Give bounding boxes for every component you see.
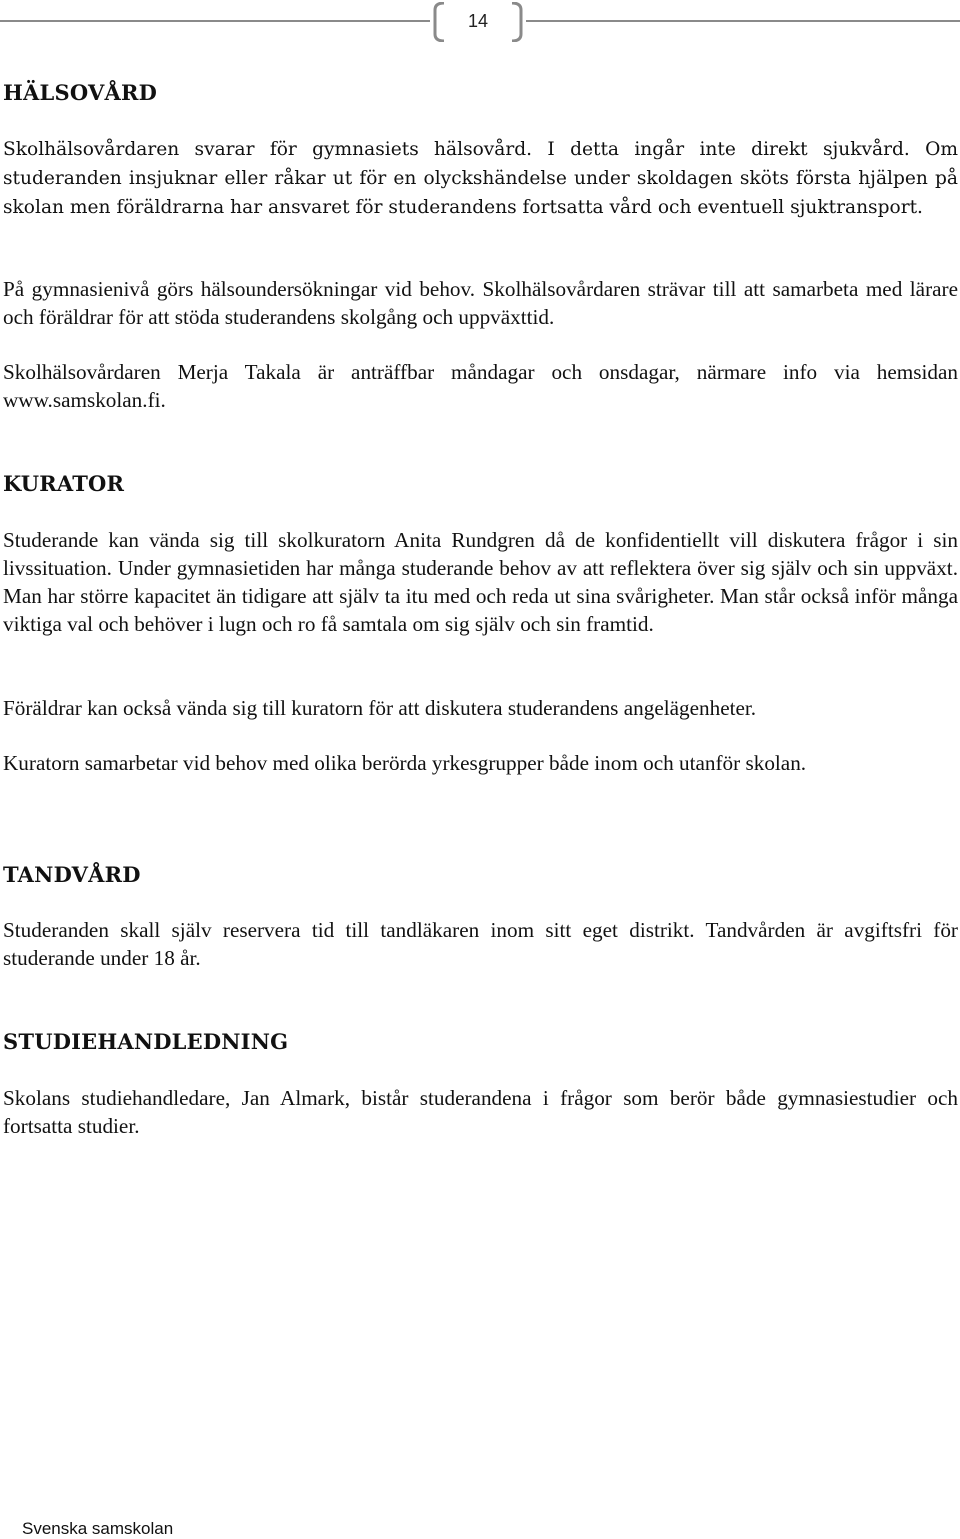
heading-halsovard: HÄLSOVÅRD <box>3 80 158 105</box>
page-footer: Svenska samskolan <box>22 1519 174 1538</box>
heading-kurator: KURATOR <box>3 471 125 496</box>
page-number-frame <box>432 2 524 42</box>
kurator-paragraph-3: Kuratorn samarbetar vid behov med olika berörda yrkesgrupper både inom och utanför skolan. <box>3 751 807 775</box>
header-rule-right <box>526 20 960 22</box>
tandvard-paragraph-1: Studeranden skall själv reservera tid till tandläkaren inom sitt eget distrikt. Tandvården är avgiftsfri för studerande under 18 år. <box>3 918 958 970</box>
halsovard-paragraph-3: Skolhälsovårdaren Merja Takala är anträffbar måndagar och onsdagar, närmare info via hemsidan www.samskolan.fi. <box>3 360 958 412</box>
kurator-paragraph-2: Föräldrar kan också vända sig till kuratorn för att diskutera studerandens angelägenheter. <box>3 696 757 720</box>
halsovard-paragraph-2: På gymnasienivå görs hälsoundersökningar vid behov. Skolhälsovårdaren strävar till att samarbeta med lärare och föräldrar för att stöda studerandens skolgång och uppväxttid. <box>3 277 958 329</box>
studiehandledning-paragraph-1: Skolans studiehandledare, Jan Almark, bistår studerandena i frågor som berör både gymnasiestudier och fortsatta studier. <box>3 1086 958 1138</box>
heading-tandvard: TANDVÅRD <box>3 862 141 887</box>
heading-studiehandledning: STUDIEHANDLEDNING <box>3 1029 289 1054</box>
header-rule-left <box>0 20 430 22</box>
page-number: 14 <box>467 11 489 31</box>
page-header <box>0 0 960 44</box>
kurator-paragraph-1: Studerande kan vända sig till skolkuratorn Anita Rundgren då de konfidentiellt vill diskutera frågor i sin livssituation. Under gymnasietiden har många studerande behov av att reflektera över sig själv och sin uppväxt. Man har större kapacitet än tidigare att själv ta itu med och reda ut sina svårigheter. Man står också inför många viktiga val och behöver i lugn och ro få samtala om sig själv och sin framtid. <box>3 528 958 636</box>
halsovard-paragraph-1: Skolhälsovårdaren svarar för gymnasiets hälsovård. I detta ingår inte direkt sjukvård. Om studeranden insjuknar eller råkar ut för en olyckshändelse under skoldagen sköts första hjälpen på skolan men föräldrarna har ansvaret för studerandens fortsatta vård och eventuell sjuktransport. <box>3 139 958 218</box>
